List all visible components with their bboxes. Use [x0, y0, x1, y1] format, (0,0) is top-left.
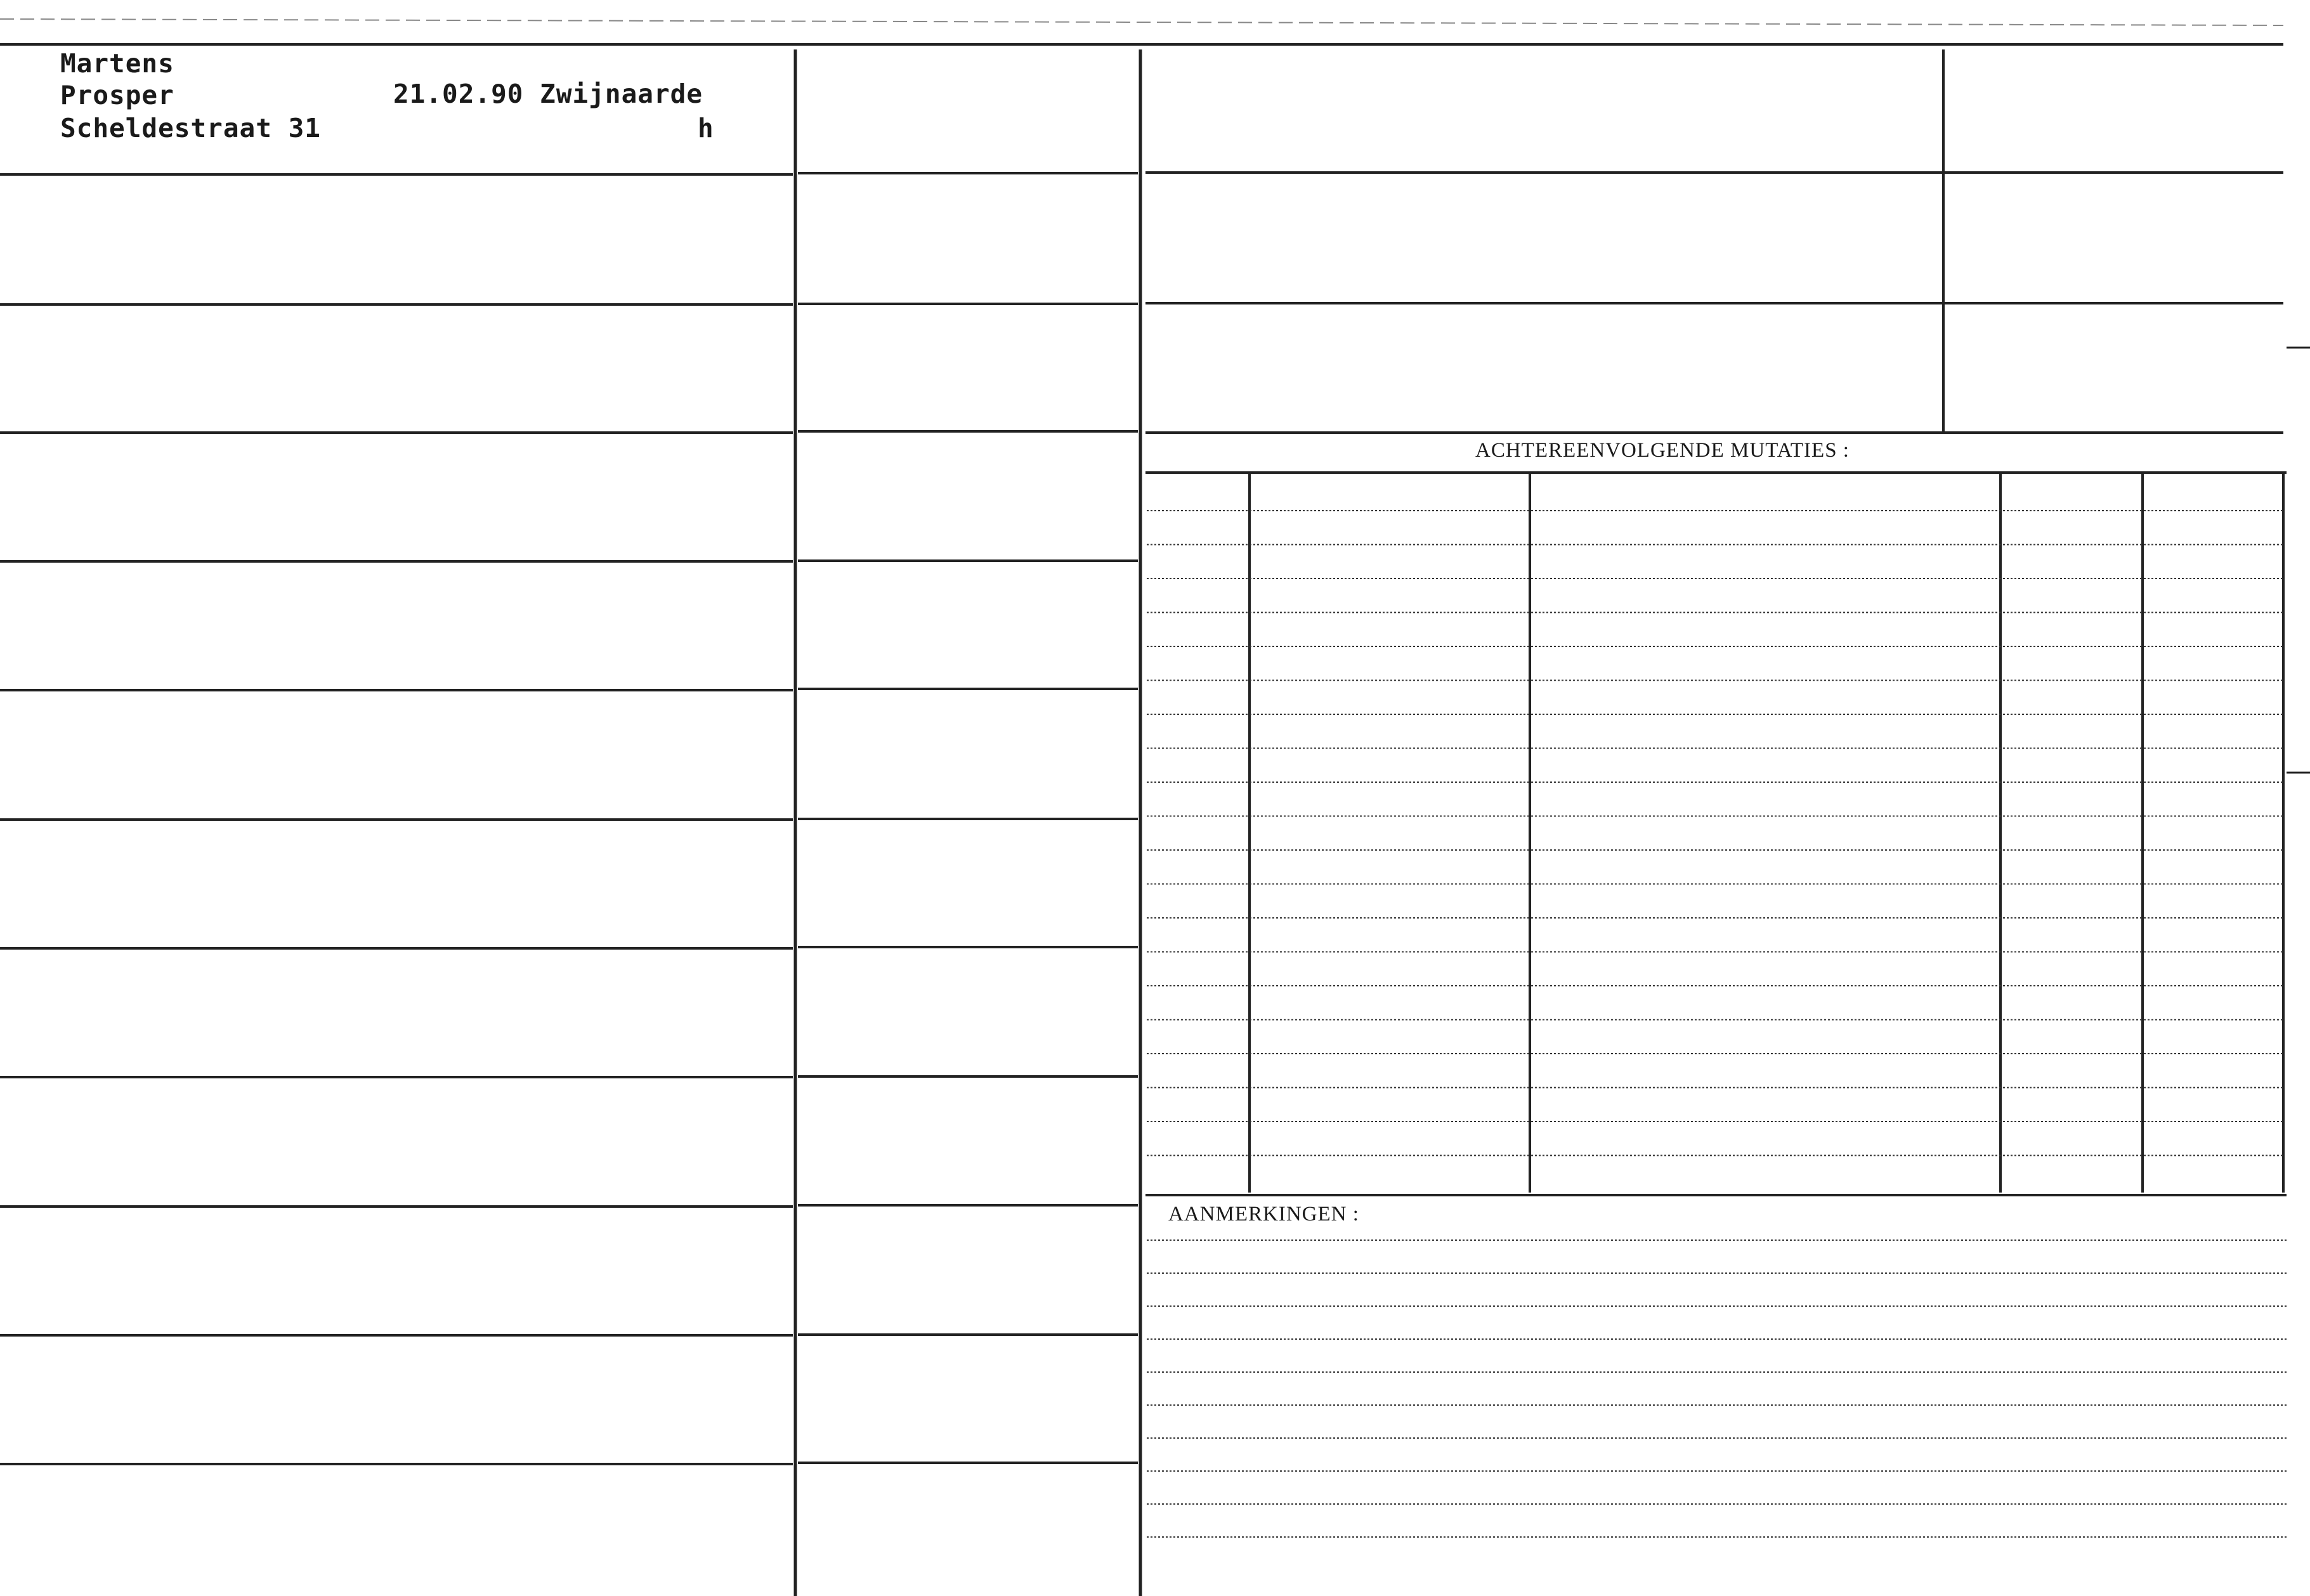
top-torn-edge: [0, 19, 2283, 25]
left-grid-rows: [0, 173, 1138, 1464]
surname-field: Martens: [60, 48, 174, 79]
remarks-header: AANMERKINGEN :: [1168, 1203, 1359, 1226]
mutations-header: ACHTEREENVOLGENDE MUTATIES :: [1475, 439, 1850, 462]
remarks-dotted-rows: [1147, 1240, 2287, 1537]
first-name-field: Prosper: [60, 80, 174, 110]
mutations-dotted-rows: [1147, 511, 2283, 1156]
birth-date-place-field: 21.02.90 Zwijnaarde: [393, 79, 703, 109]
status-mark: h: [698, 113, 714, 143]
address-field: Scheldestraat 31: [60, 113, 321, 143]
